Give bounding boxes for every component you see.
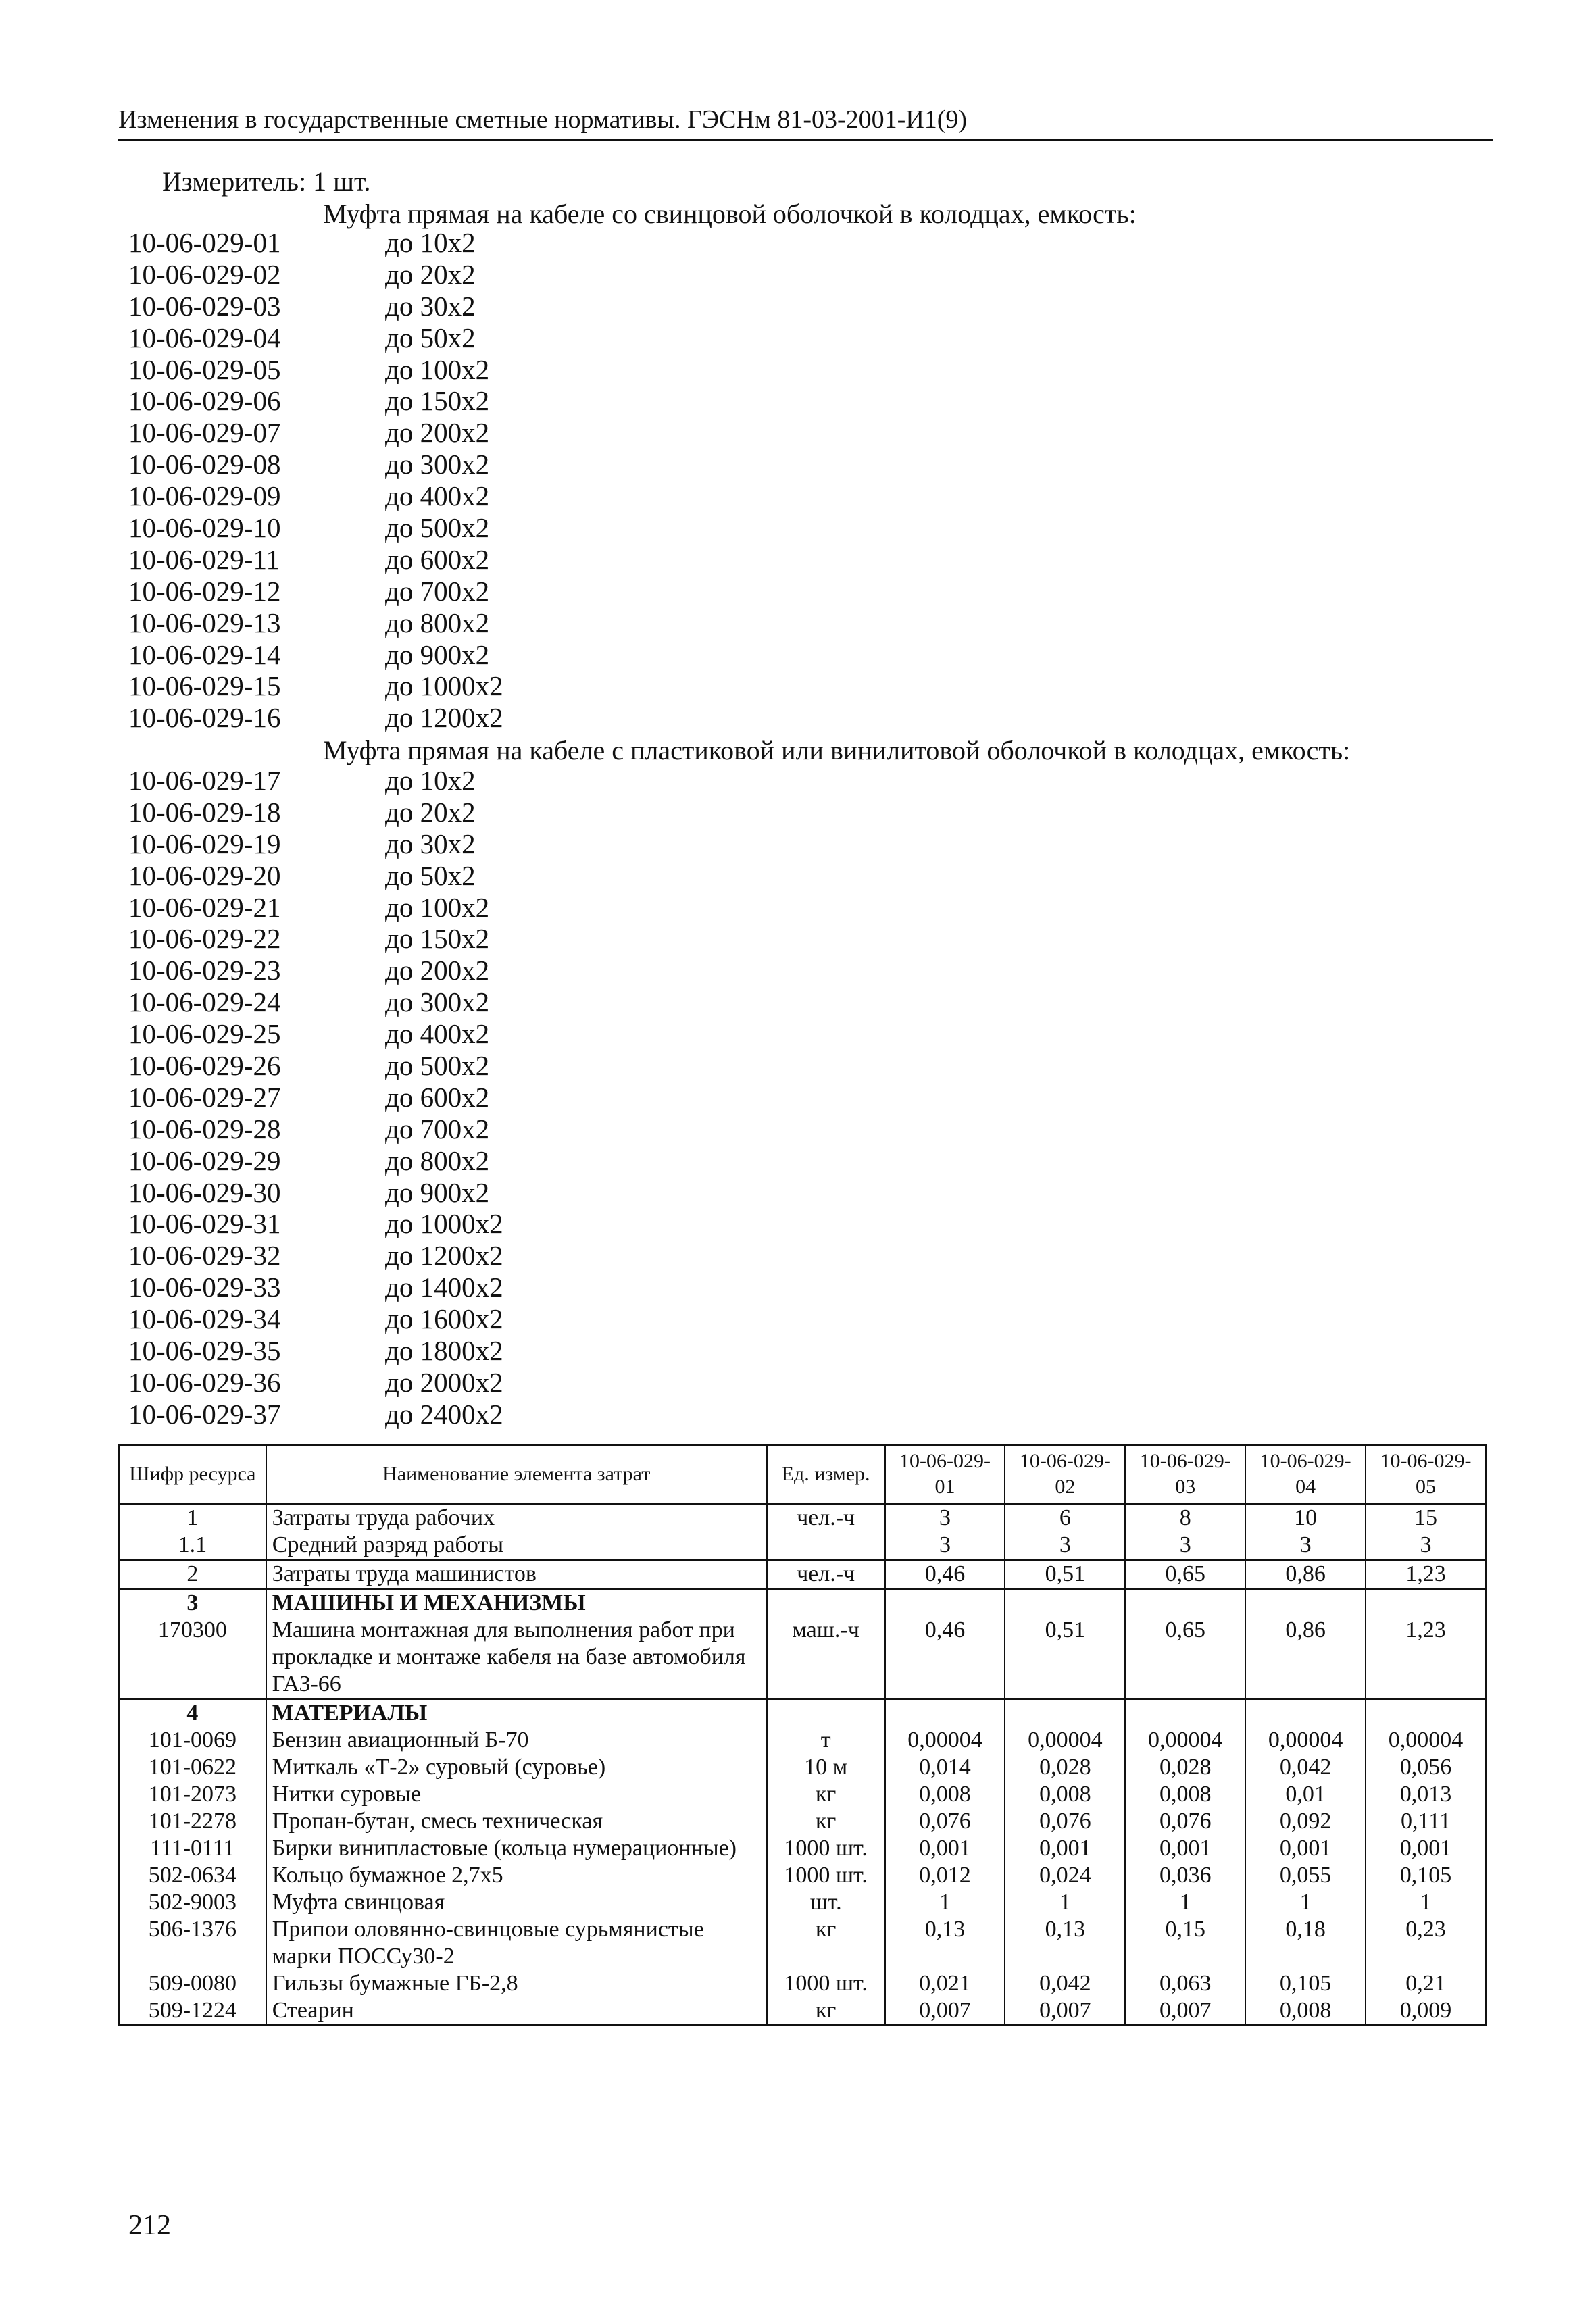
- list-item: [128, 1272, 503, 1303]
- header-col: 10-06-029-02: [1005, 1445, 1125, 1504]
- cell-value: 0,001: [885, 1835, 1005, 1862]
- cell-value: 0,00004: [1245, 1727, 1366, 1754]
- cell-unit: кг: [767, 1997, 885, 2026]
- cell-unit: 1000 шт.: [767, 1835, 885, 1862]
- cell-value: 0,042: [1245, 1754, 1366, 1781]
- item-label: до 600x2: [385, 1081, 490, 1113]
- cell-unit: 10 м: [767, 1754, 885, 1781]
- cell-value: 0,056: [1366, 1754, 1486, 1781]
- section2-title: Муфта прямая на кабеле с пластиковой или винилитовой оболочкой в колодцах, емкость:: [323, 735, 1351, 765]
- cell-value: 8: [1125, 1504, 1245, 1532]
- cell-value: 0,51: [1005, 1560, 1125, 1589]
- cell-value: 0,15: [1125, 1916, 1245, 1970]
- item-label: до 150x2: [385, 923, 490, 955]
- cell-value: 0,013: [1366, 1781, 1486, 1808]
- item-label: до 2400x2: [385, 1398, 503, 1430]
- list-item: [128, 1177, 503, 1209]
- list-item: [128, 576, 503, 607]
- cell-name: МАШИНЫ И МЕХАНИЗМЫ: [266, 1589, 767, 1617]
- cell-unit: чел.-ч: [767, 1504, 885, 1532]
- list-item: [128, 1399, 503, 1430]
- cell-value: 0,001: [1005, 1835, 1125, 1862]
- cell-value: 0,00004: [1005, 1727, 1125, 1754]
- cell-code: 509-1224: [119, 1997, 266, 2026]
- cell-value: 0,009: [1366, 1997, 1486, 2026]
- cell-value: 0,00004: [1125, 1727, 1245, 1754]
- cell-unit: [767, 1699, 885, 1728]
- item-label: до 300x2: [385, 986, 490, 1018]
- cell-code: 509-0080: [119, 1970, 266, 1997]
- cell-unit: 1000 шт.: [767, 1970, 885, 1997]
- cell-value: 0,86: [1245, 1560, 1366, 1589]
- item-label: до 2000x2: [385, 1366, 503, 1398]
- item-label: до 50x2: [385, 859, 476, 891]
- list-item: [128, 1018, 503, 1050]
- item-label: до 400x2: [385, 480, 490, 512]
- cell-name: Бензин авиационный Б-70: [266, 1727, 767, 1754]
- list-item: [128, 512, 503, 544]
- page-number: 212: [128, 2210, 171, 2241]
- item-label: до 1200x2: [385, 1240, 503, 1272]
- cell-unit: [767, 1532, 885, 1560]
- cell-value: 0,008: [1245, 1997, 1366, 2026]
- header-unit: Ед. измер.: [767, 1445, 885, 1504]
- list-item: [128, 449, 503, 480]
- cell-value: [1366, 1699, 1486, 1728]
- header-col: 10-06-029-01: [885, 1445, 1005, 1504]
- cell-value: 1: [1005, 1889, 1125, 1916]
- cell-value: 0,021: [885, 1970, 1005, 1997]
- item-code: 10-06-029-06: [128, 385, 281, 417]
- item-label: до 200x2: [385, 955, 490, 986]
- table-row: [119, 1781, 1486, 1808]
- cell-value: 0,86: [1245, 1617, 1366, 1699]
- cell-value: 0,008: [1125, 1781, 1245, 1808]
- cell-value: [1245, 1589, 1366, 1617]
- table-row: [119, 1754, 1486, 1781]
- cell-value: 0,46: [885, 1617, 1005, 1699]
- item-label: до 900x2: [385, 638, 490, 670]
- cell-code: 101-2278: [119, 1808, 266, 1835]
- cell-code: 101-2073: [119, 1781, 266, 1808]
- item-label: до 20x2: [385, 258, 476, 290]
- cell-value: 0,008: [885, 1781, 1005, 1808]
- item-label: до 100x2: [385, 353, 490, 385]
- cell-value: [885, 1699, 1005, 1728]
- cell-value: 0,042: [1005, 1970, 1125, 1997]
- cell-value: 1,23: [1366, 1617, 1486, 1699]
- item-code: 10-06-029-25: [128, 1018, 281, 1050]
- cell-value: [1245, 1699, 1366, 1728]
- section2-code-list: [128, 765, 503, 1430]
- item-code: 10-06-029-32: [128, 1240, 281, 1272]
- cell-value: 0,105: [1366, 1862, 1486, 1889]
- item-code: 10-06-029-31: [128, 1208, 281, 1240]
- cell-value: [1125, 1589, 1245, 1617]
- table-group: [119, 1504, 1486, 1560]
- cell-value: 0,092: [1245, 1808, 1366, 1835]
- item-code: 10-06-029-24: [128, 986, 281, 1018]
- item-label: до 1600x2: [385, 1303, 503, 1335]
- cell-value: 15: [1366, 1504, 1486, 1532]
- item-code: 10-06-029-36: [128, 1366, 281, 1398]
- cell-value: 6: [1005, 1504, 1125, 1532]
- cell-value: 3: [885, 1532, 1005, 1560]
- item-label: до 700x2: [385, 575, 490, 607]
- table-row: [119, 1889, 1486, 1916]
- cell-code: 506-1376: [119, 1916, 266, 1970]
- list-item: [128, 955, 503, 986]
- cell-value: 1: [1125, 1889, 1245, 1916]
- cell-value: 0,007: [1005, 1997, 1125, 2026]
- cell-value: [1125, 1699, 1245, 1728]
- cell-value: 3: [1125, 1532, 1245, 1560]
- cell-value: 0,028: [1125, 1754, 1245, 1781]
- cell-unit: [767, 1589, 885, 1617]
- cell-code: 101-0622: [119, 1754, 266, 1781]
- cell-code: 101-0069: [119, 1727, 266, 1754]
- list-item: [128, 1113, 503, 1145]
- cell-unit: 1000 шт.: [767, 1862, 885, 1889]
- list-item: [128, 1335, 503, 1367]
- list-item: [128, 322, 503, 354]
- item-code: 10-06-029-27: [128, 1081, 281, 1113]
- table-row: [119, 1532, 1486, 1560]
- item-label: до 10x2: [385, 765, 476, 796]
- cell-unit: маш.-ч: [767, 1617, 885, 1699]
- item-label: до 1000x2: [385, 670, 503, 702]
- cell-value: 1: [885, 1889, 1005, 1916]
- cell-value: [1366, 1589, 1486, 1617]
- list-item: [128, 639, 503, 671]
- measure-unit: Измеритель: 1 шт.: [162, 166, 371, 197]
- cell-value: 0,65: [1125, 1560, 1245, 1589]
- cell-value: 0,024: [1005, 1862, 1125, 1889]
- item-code: 10-06-029-08: [128, 449, 281, 480]
- item-code: 10-06-029-13: [128, 607, 281, 638]
- table-row: [119, 1835, 1486, 1862]
- cell-value: 0,13: [885, 1916, 1005, 1970]
- cell-value: 0,076: [1005, 1808, 1125, 1835]
- item-code: 10-06-029-19: [128, 828, 281, 859]
- cell-name: МАТЕРИАЛЫ: [266, 1699, 767, 1728]
- table-row: [119, 1617, 1486, 1699]
- cell-value: 0,012: [885, 1862, 1005, 1889]
- item-label: до 300x2: [385, 449, 490, 480]
- item-label: до 1400x2: [385, 1272, 503, 1303]
- list-item: [128, 354, 503, 386]
- item-label: до 20x2: [385, 796, 476, 828]
- cell-value: 1: [1366, 1889, 1486, 1916]
- cell-name: Гильзы бумажные ГБ-2,8: [266, 1970, 767, 1997]
- cell-value: 0,18: [1245, 1916, 1366, 1970]
- table-row: [119, 1699, 1486, 1728]
- header-col: 10-06-029-04: [1245, 1445, 1366, 1504]
- header-col: 10-06-029-03: [1125, 1445, 1245, 1504]
- cell-value: 0,46: [885, 1560, 1005, 1589]
- item-label: до 150x2: [385, 385, 490, 417]
- cell-value: 0,007: [1125, 1997, 1245, 2026]
- list-item: [128, 1208, 503, 1240]
- list-item: [128, 1240, 503, 1272]
- table-row: [119, 1560, 1486, 1589]
- item-label: до 500x2: [385, 512, 490, 544]
- cell-name: Пропан-бутан, смесь техническая: [266, 1808, 767, 1835]
- list-item: [128, 797, 503, 828]
- cell-unit: кг: [767, 1808, 885, 1835]
- cell-value: 0,00004: [885, 1727, 1005, 1754]
- cell-value: 0,007: [885, 1997, 1005, 2026]
- item-label: до 800x2: [385, 607, 490, 638]
- item-code: 10-06-029-23: [128, 955, 281, 986]
- cell-name: Затраты труда рабочих: [266, 1504, 767, 1532]
- cell-value: 0,51: [1005, 1617, 1125, 1699]
- table-row: [119, 1589, 1486, 1617]
- cell-value: 1: [1245, 1889, 1366, 1916]
- cell-code: 170300: [119, 1617, 266, 1699]
- item-label: до 200x2: [385, 417, 490, 449]
- cell-value: 0,055: [1245, 1862, 1366, 1889]
- item-code: 10-06-029-34: [128, 1303, 281, 1335]
- cell-value: 1,23: [1366, 1560, 1486, 1589]
- cell-value: [885, 1589, 1005, 1617]
- item-code: 10-06-029-28: [128, 1113, 281, 1145]
- cell-name: Средний разряд работы: [266, 1532, 767, 1560]
- cell-value: 0,001: [1366, 1835, 1486, 1862]
- item-code: 10-06-029-33: [128, 1272, 281, 1303]
- item-label: до 1000x2: [385, 1208, 503, 1240]
- item-code: 10-06-029-20: [128, 859, 281, 891]
- cell-unit: кг: [767, 1781, 885, 1808]
- cell-name: Припои оловянно-свинцовые сурьмянистые марки ПОССу30-2: [266, 1916, 767, 1970]
- list-item: [128, 259, 503, 291]
- cell-value: 0,00004: [1366, 1727, 1486, 1754]
- cell-value: 0,076: [885, 1808, 1005, 1835]
- item-label: до 1200x2: [385, 702, 503, 734]
- cell-unit: кг: [767, 1916, 885, 1970]
- cell-value: 0,063: [1125, 1970, 1245, 1997]
- cell-code: 2: [119, 1560, 266, 1589]
- table-row: [119, 1997, 1486, 2026]
- cell-value: 3: [885, 1504, 1005, 1532]
- table-row: [119, 1504, 1486, 1532]
- cell-name: Бирки винипластовые (кольца нумерационные): [266, 1835, 767, 1862]
- item-code: 10-06-029-12: [128, 575, 281, 607]
- list-item: [128, 417, 503, 449]
- item-code: 10-06-029-02: [128, 258, 281, 290]
- list-item: [128, 923, 503, 955]
- cell-value: 0,01: [1245, 1781, 1366, 1808]
- list-item: [128, 670, 503, 702]
- item-label: до 50x2: [385, 322, 476, 353]
- item-code: 10-06-029-17: [128, 765, 281, 796]
- list-item: [128, 828, 503, 860]
- cell-value: 0,028: [1005, 1754, 1125, 1781]
- item-label: до 1800x2: [385, 1335, 503, 1367]
- header-name: Наименование элемента затрат: [266, 1445, 767, 1504]
- header-col: 10-06-029-05: [1366, 1445, 1486, 1504]
- list-item: [128, 1303, 503, 1335]
- item-code: 10-06-029-37: [128, 1398, 281, 1430]
- item-code: 10-06-029-07: [128, 417, 281, 449]
- cell-code: 502-0634: [119, 1862, 266, 1889]
- table-row: [119, 1808, 1486, 1835]
- table-row: [119, 1727, 1486, 1754]
- item-label: до 600x2: [385, 543, 490, 575]
- item-label: до 10x2: [385, 227, 476, 258]
- cell-value: 0,105: [1245, 1970, 1366, 1997]
- cell-value: 0,21: [1366, 1970, 1486, 1997]
- list-item: [128, 227, 503, 259]
- running-header: Изменения в государственные сметные нормативы. ГЭСНм 81-03-2001-И1(9): [118, 105, 1493, 141]
- cell-code: 3: [119, 1589, 266, 1617]
- item-code: 10-06-029-22: [128, 923, 281, 955]
- item-code: 10-06-029-18: [128, 796, 281, 828]
- table-group: [119, 1589, 1486, 1699]
- cell-value: 3: [1366, 1532, 1486, 1560]
- cell-value: [1005, 1699, 1125, 1728]
- cell-value: 0,001: [1125, 1835, 1245, 1862]
- cell-unit: т: [767, 1727, 885, 1754]
- list-item: [128, 480, 503, 512]
- item-code: 10-06-029-05: [128, 353, 281, 385]
- list-item: [128, 1050, 503, 1082]
- item-label: до 30x2: [385, 290, 476, 322]
- list-item: [128, 892, 503, 924]
- cell-name: Стеарин: [266, 1997, 767, 2026]
- cell-code: 1: [119, 1504, 266, 1532]
- cell-value: 0,23: [1366, 1916, 1486, 1970]
- section1-title: Муфта прямая на кабеле со свинцовой оболочкой в колодцах, емкость:: [323, 199, 1137, 229]
- table-row: [119, 1916, 1486, 1970]
- item-code: 10-06-029-10: [128, 512, 281, 544]
- item-label: до 700x2: [385, 1113, 490, 1145]
- cell-name: Миткаль «Т-2» суровый (суровье): [266, 1754, 767, 1781]
- list-item: [128, 1145, 503, 1177]
- cell-name: Машина монтажная для выполнения работ при прокладке и монтаже кабеля на базе автомобиля ГАЗ-66: [266, 1617, 767, 1699]
- table-header-row: [119, 1445, 1486, 1504]
- item-code: 10-06-029-21: [128, 891, 281, 923]
- list-item: [128, 385, 503, 417]
- list-item: [128, 860, 503, 892]
- header-code: Шифр ресурса: [119, 1445, 266, 1504]
- table-row: [119, 1970, 1486, 1997]
- item-label: до 100x2: [385, 891, 490, 923]
- list-item: [128, 702, 503, 734]
- cell-value: 0,001: [1245, 1835, 1366, 1862]
- cell-code: 1.1: [119, 1532, 266, 1560]
- list-item: [128, 1082, 503, 1113]
- item-code: 10-06-029-29: [128, 1145, 281, 1176]
- item-code: 10-06-029-04: [128, 322, 281, 353]
- item-code: 10-06-029-15: [128, 670, 281, 702]
- cell-unit: чел.-ч: [767, 1560, 885, 1589]
- item-label: до 900x2: [385, 1176, 490, 1208]
- item-code: 10-06-029-03: [128, 290, 281, 322]
- list-item: [128, 544, 503, 576]
- section1-code-list: [128, 227, 503, 734]
- item-code: 10-06-029-14: [128, 638, 281, 670]
- cell-name: Нитки суровые: [266, 1781, 767, 1808]
- table-group: [119, 1560, 1486, 1589]
- list-item: [128, 1367, 503, 1399]
- item-code: 10-06-029-26: [128, 1050, 281, 1082]
- cell-value: 0,008: [1005, 1781, 1125, 1808]
- item-label: до 400x2: [385, 1018, 490, 1050]
- list-item: [128, 607, 503, 639]
- cell-name: Затраты труда машинистов: [266, 1560, 767, 1589]
- cell-code: 4: [119, 1699, 266, 1728]
- item-code: 10-06-029-09: [128, 480, 281, 512]
- resource-table: [118, 1444, 1487, 2026]
- item-code: 10-06-029-35: [128, 1335, 281, 1367]
- cell-value: 0,036: [1125, 1862, 1245, 1889]
- list-item: [128, 291, 503, 322]
- cell-name: Муфта свинцовая: [266, 1889, 767, 1916]
- cell-value: 0,111: [1366, 1808, 1486, 1835]
- list-item: [128, 765, 503, 797]
- item-label: до 800x2: [385, 1145, 490, 1176]
- item-code: 10-06-029-11: [128, 543, 280, 575]
- cell-value: 10: [1245, 1504, 1366, 1532]
- table-row: [119, 1862, 1486, 1889]
- cell-code: 502-9003: [119, 1889, 266, 1916]
- item-label: до 30x2: [385, 828, 476, 859]
- list-item: [128, 986, 503, 1018]
- cell-code: 111-0111: [119, 1835, 266, 1862]
- cell-value: 0,13: [1005, 1916, 1125, 1970]
- item-code: 10-06-029-30: [128, 1176, 281, 1208]
- item-label: до 500x2: [385, 1050, 490, 1082]
- cell-name: Кольцо бумажное 2,7x5: [266, 1862, 767, 1889]
- cell-value: 0,076: [1125, 1808, 1245, 1835]
- cell-unit: шт.: [767, 1889, 885, 1916]
- item-code: 10-06-029-16: [128, 702, 281, 734]
- cell-value: 3: [1005, 1532, 1125, 1560]
- cell-value: 0,65: [1125, 1617, 1245, 1699]
- cell-value: 3: [1245, 1532, 1366, 1560]
- item-code: 10-06-029-01: [128, 227, 281, 258]
- cell-value: 0,014: [885, 1754, 1005, 1781]
- cell-value: [1005, 1589, 1125, 1617]
- table-group: [119, 1699, 1486, 2026]
